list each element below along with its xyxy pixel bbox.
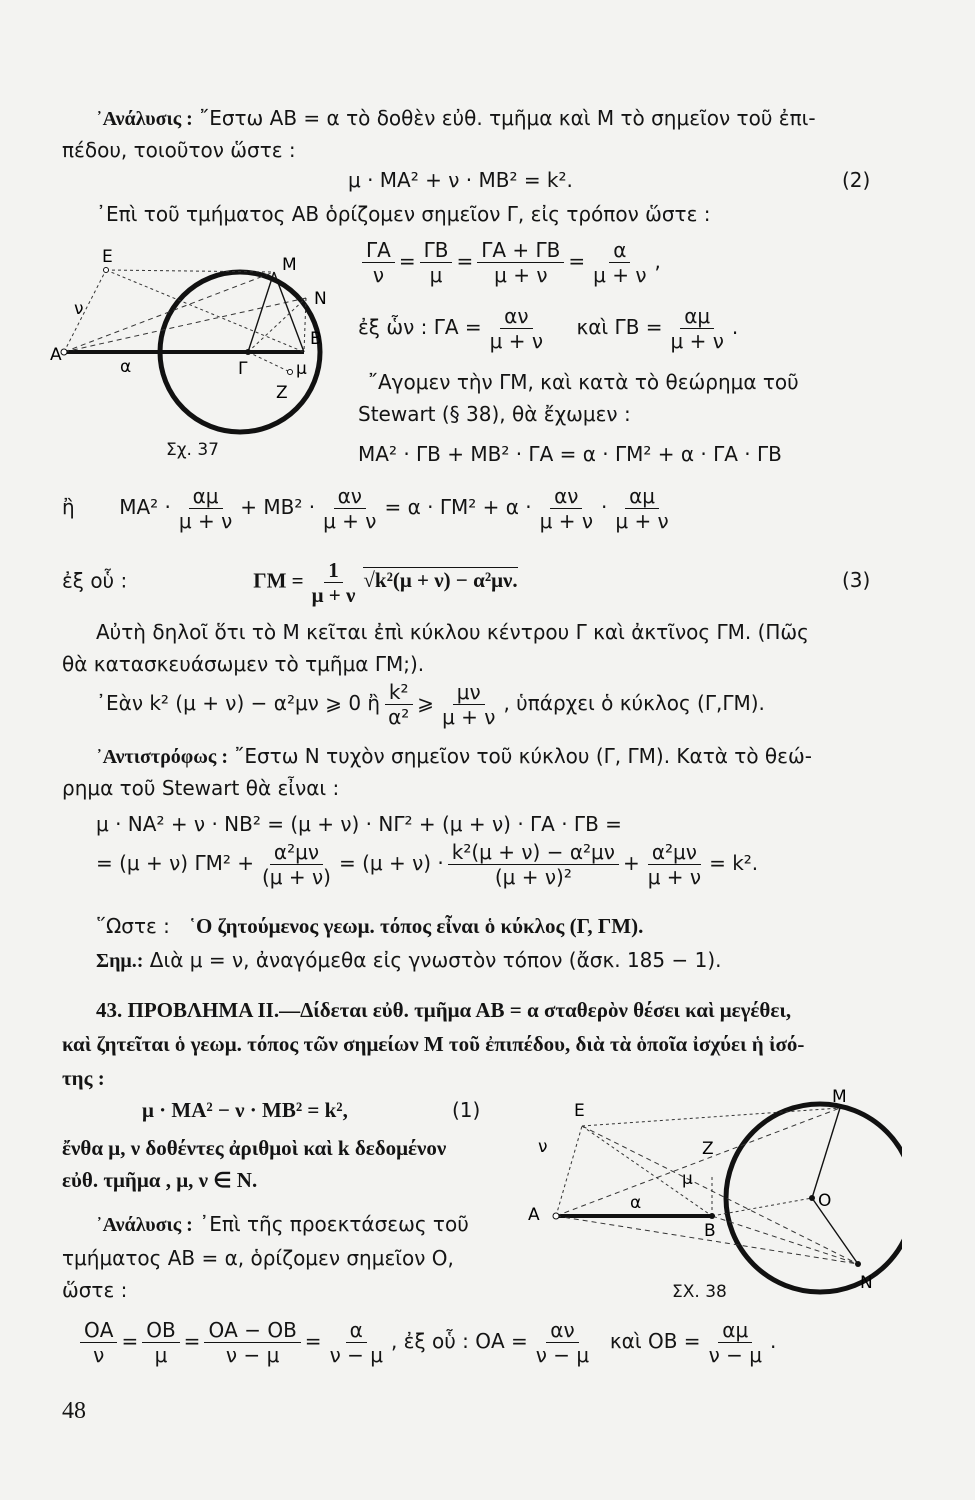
problem-equation-1-number: (1) <box>452 1098 481 1122</box>
frac-num: ΟΒ <box>142 1318 179 1343</box>
analysis2-text-1: ᾽Επὶ τῆς προεκτάσεως τοῦ <box>199 1212 469 1236</box>
converse-equation-1: μ · ΝΑ² + ν · ΝΒ² = (μ + ν) · ΝΓ² + (μ + ν) · ΓΑ · ΓΒ = <box>96 812 622 836</box>
fig37-label-z: Ζ <box>276 383 288 403</box>
problem-text-1: Δίδεται εὐθ. τμῆμα ΑΒ = α σταθερὸν θέσει καὶ μεγέθει, <box>300 998 792 1022</box>
circle-text-1: Αὐτὴ δηλοῖ ὅτι τὸ Μ κεῖται ἐπὶ κύκλου κέντρου Γ καὶ ἀκτῖνος ΓΜ. (Πῶς <box>96 620 809 644</box>
fig38-label-n: Ν <box>860 1273 873 1293</box>
fig37-label-b: Β <box>310 329 322 349</box>
fig37-label-mu: μ <box>296 359 307 379</box>
conclusion-prefix: ῞Ωστε : <box>96 914 170 938</box>
fig38-label-o: Ο <box>818 1191 832 1211</box>
frac-den: μ + ν <box>489 329 544 353</box>
frac-num: ΓΑ <box>362 238 395 263</box>
page-number: 48 <box>62 1398 86 1424</box>
fig37-point-a <box>61 349 67 355</box>
problem-title: 43. ΠΡΟΒΛΗΜΑ ΙΙ.— <box>96 998 301 1022</box>
fig38-point-a <box>553 1213 559 1219</box>
or-equation <box>62 484 677 533</box>
condition-line <box>96 680 765 729</box>
eq3-root: √k²(μ + ν) − α²μν. <box>363 568 518 593</box>
fig37-line-mb <box>274 272 304 352</box>
fig38-label-z: Ζ <box>702 1139 714 1159</box>
note-text: Διὰ μ = ν, ἀναγόμεθα εἰς γνωστὸν τόπον (ἄσκ. 185 − 1). <box>149 948 722 972</box>
conv-term-4: = k². <box>709 851 759 875</box>
circle-text-2: θὰ κατασκευάσωμεν τὸ τμῆμα ΓΜ;). <box>62 652 425 676</box>
fig38-label-nu: ν <box>538 1137 548 1157</box>
fig38-line-en <box>582 1126 858 1264</box>
problem-line-1 <box>96 996 791 1024</box>
fig38-line-om <box>812 1108 840 1198</box>
frac-num: αν <box>546 1318 578 1343</box>
fig38-label-m: Μ <box>832 1087 847 1107</box>
or-term-2: + ΜΒ² · <box>240 495 316 519</box>
frac-den: ν <box>372 263 384 287</box>
frac-den: (μ + ν)² <box>494 865 572 889</box>
frac-num: ΟΑ − ΟΒ <box>204 1318 300 1343</box>
frac-den: ν − μ <box>225 1343 280 1367</box>
conv-term-3: + <box>622 851 640 875</box>
fig37-point-z <box>288 370 293 375</box>
frac-den: μ <box>429 263 443 287</box>
stewart-line-2: Stewart (§ 38), θὰ ἔχωμεν : <box>358 402 631 426</box>
converse-heading: ᾽Αντιστρόφως : <box>96 746 228 768</box>
frac-num: 1 <box>324 558 343 583</box>
condition-prefix: ᾽Εὰν k² (μ + ν) − α²μν ⩾ 0 ἢ <box>96 691 381 715</box>
analysis-heading: ᾽Ανάλυσις : <box>96 108 193 130</box>
from-which-mid: καὶ ΓΒ = <box>576 315 663 339</box>
frac-den: μ + ν <box>323 509 377 533</box>
fig38-line-em <box>582 1108 840 1126</box>
frac-den: μ + ν <box>494 263 548 287</box>
fig37-point-e <box>104 268 109 273</box>
fig38-label-mu: μ <box>682 1169 693 1189</box>
conv-term-1: = (μ + ν) ΓΜ² + <box>96 851 254 875</box>
fig38-label-b: Β <box>704 1221 716 1241</box>
or-term-1: ΜΑ² · <box>119 495 171 519</box>
frac-num: αν <box>550 484 582 509</box>
frac-den: μ + ν <box>311 583 356 607</box>
analysis-line-2: πέδου, τοιοῦτον ὥστε : <box>62 138 296 162</box>
analysis-text-1: ῎Εστω ΑΒ = α τὸ δοθὲν εὐθ. τμῆμα καὶ Μ τὸ σημεῖον τοῦ ἐπι- <box>199 106 816 130</box>
frac-den: μ + ν <box>442 705 496 729</box>
conclusion-line <box>96 912 643 940</box>
condition-suffix: , ὑπάρχει ὁ κύκλος (Γ,ΓΜ). <box>503 691 765 715</box>
from-which-prefix: ἐξ ὧν : ΓΑ = <box>358 315 482 339</box>
frac-num: α²μν <box>648 840 701 865</box>
note-line <box>96 946 722 975</box>
equation-3 <box>62 558 518 607</box>
frac-num: ΓΒ <box>420 238 453 263</box>
fig37-label-alpha: α <box>120 357 132 377</box>
condition-ge: ⩾ <box>417 691 435 715</box>
equation-3-number: (3) <box>842 568 871 592</box>
analysis-line-1 <box>96 104 816 133</box>
analysis2-line-2: τμήματος ΑΒ = α, ὁρίζομεν σημεῖον Ο, <box>62 1246 454 1270</box>
fig38-label-a: Α <box>528 1205 540 1225</box>
conclusion-text: ῾Ο ζητούμενος γεωμ. τόπος εἶναι ὁ κύκλος (Γ, ΓΜ). <box>188 914 644 938</box>
frac-den: μ + ν <box>178 509 233 533</box>
frac-den: ν − μ <box>329 1343 383 1367</box>
frac-den: μ + ν <box>647 865 702 889</box>
fig37-line-gz <box>248 352 290 372</box>
fig37-line-gm <box>248 272 274 352</box>
fig38-point-o <box>809 1195 815 1201</box>
analysis-line-3: ᾽Επὶ τοῦ τμήματος ΑΒ ὁρίζομεν σημεῖον Γ, εἰς τρόπον ὥστε : <box>96 202 711 226</box>
fig37-label-n: Ν <box>314 289 327 309</box>
analysis2-line-1 <box>96 1210 469 1239</box>
figure-37 <box>48 248 348 448</box>
converse-line-1 <box>96 742 812 771</box>
fig38-label-alpha: α <box>630 1193 642 1213</box>
or-term-4: · <box>601 495 608 519</box>
frac-den: ν − μ <box>535 1343 590 1367</box>
fig37-point-g <box>245 349 251 355</box>
fig38-line-ae <box>556 1126 582 1216</box>
analysis2-line-3: ὥστε : <box>62 1278 128 1302</box>
note-prefix: Σημ.: <box>96 950 144 972</box>
conv-term-2: = (μ + ν) · <box>338 851 444 875</box>
converse-text-1: ῎Εστω Ν τυχὸν σημεῖον τοῦ κύκλου (Γ, ΓΜ). Κατὰ τὸ θεώ- <box>234 744 812 768</box>
frac-num: α <box>609 238 630 263</box>
frac-num: αμ <box>625 484 659 509</box>
frac-den: μ + ν <box>615 509 669 533</box>
fig37-label-nu: ν <box>74 299 84 319</box>
frac-den: μ + ν <box>539 509 593 533</box>
frac-num: αμ <box>718 1318 752 1343</box>
problem-line-4: ἔνθα μ, ν δοθέντες ἀριθμοὶ καὶ k δεδομένον <box>62 1136 447 1160</box>
fig37-label-m: Μ <box>282 255 297 275</box>
frac-den: (μ + ν) <box>261 865 331 889</box>
or-prefix: ἢ <box>62 495 75 519</box>
ratio-equation: $\frac{\Gamma A}{\nu}$ = $\frac{\Gamma B}{\mu}$ = $\frac{\Gamma A + \Gamma B}{\mu + \nu}$ = $\frac{\alpha}{\mu + \nu}$ , <box>358 238 661 287</box>
problem-line-5: εὐθ. τμῆμα , μ, ν ∈ Ν. <box>62 1168 258 1192</box>
converse-line-2: ρημα τοῦ Stewart θὰ εἶναι : <box>62 776 340 800</box>
problem-line-3: της : <box>62 1066 105 1090</box>
frac-den: μ <box>154 1343 168 1367</box>
problem-equation-1: μ · ΜΑ² − ν · ΜΒ² = k², <box>142 1098 348 1122</box>
fig38-point-n <box>855 1261 861 1267</box>
analysis2-heading: ᾽Ανάλυσις : <box>96 1214 193 1236</box>
equation-2-number: (2) <box>842 168 871 192</box>
frac-num: α <box>346 1318 367 1343</box>
frac-num: αμ <box>189 484 223 509</box>
final-and: καὶ ΟΒ = <box>609 1329 701 1353</box>
converse-equation-2 <box>96 840 758 889</box>
or-term-3: = α · ΓΜ² + α · <box>384 495 532 519</box>
frac-num: k²(μ + ν) − α²μν <box>448 840 619 865</box>
fig38-point-b <box>709 1213 715 1219</box>
fig37-line-ae <box>64 270 106 352</box>
fig37-label-g: Γ <box>238 359 248 379</box>
final-equation: $\frac{OA}{\nu}$ = $\frac{OB}{\mu}$ = $\frac{OA - OB}{\nu - \mu}$ = $\frac{\alpha}{\nu - \mu}$ , ἐξ οὗ : ΟΑ = $\frac{\alpha\nu}{\nu - \mu}$ καὶ ΟΒ = $\frac{\alpha\mu}{\nu - \mu}$ . <box>76 1318 776 1367</box>
frac-den: α² <box>388 705 410 729</box>
frac-num: ΓΑ + ΓΒ <box>477 238 564 263</box>
fig37-label-e: Ε <box>102 248 113 267</box>
final-mid: , ἐξ οὗ : ΟΑ = <box>390 1329 528 1353</box>
frac-den: μ + ν <box>670 329 724 353</box>
problem-line-2: καὶ ζητεῖται ὁ γεωμ. τόπος τῶν σημείων Μ τοῦ ἐπιπέδου, διὰ τὰ ὁποῖα ἰσχύει ἡ ἰσό- <box>62 1032 805 1056</box>
frac-num: αν <box>500 304 532 329</box>
frac-num: αμ <box>680 304 714 329</box>
frac-den: ν <box>93 1343 105 1367</box>
frac-num: αν <box>334 484 366 509</box>
eq3-lhs: ΓΜ = <box>253 568 304 593</box>
equation-2: μ · ΜΑ² + ν · ΜΒ² = k². <box>348 168 573 192</box>
figure-37-caption: Σχ. 37 <box>166 440 220 460</box>
frac-num: μν <box>453 680 485 705</box>
from-which-equation: ἐξ ὧν : ΓΑ = $\frac{\alpha\nu}{\mu + \nu}$ καὶ ΓΒ = $\frac{\alpha\mu}{\mu + \nu}$ . <box>358 304 739 353</box>
frac-num: α²μν <box>270 840 323 865</box>
fig38-line-am <box>556 1108 840 1216</box>
fig37-label-a: Α <box>50 345 62 365</box>
fig38-label-e: Ε <box>574 1101 585 1121</box>
frac-den: ν − μ <box>708 1343 762 1367</box>
stewart-line-1: ῎Αγομεν τὴν ΓΜ, καὶ κατὰ τὸ θεώρημα τοῦ <box>368 370 799 394</box>
figure-38-caption: ΣΧ. 38 <box>672 1282 727 1302</box>
frac-den: μ + ν <box>593 263 647 287</box>
frac-num: k² <box>385 680 413 705</box>
frac-num: ΟΑ <box>80 1318 117 1343</box>
figure-38 <box>522 1086 902 1306</box>
eq3-prefix: ἐξ οὗ : <box>62 568 128 593</box>
stewart-equation: ΜΑ² · ΓΒ + ΜΒ² · ΓΑ = α · ΓΜ² + α · ΓΑ · ΓΒ <box>358 442 782 466</box>
